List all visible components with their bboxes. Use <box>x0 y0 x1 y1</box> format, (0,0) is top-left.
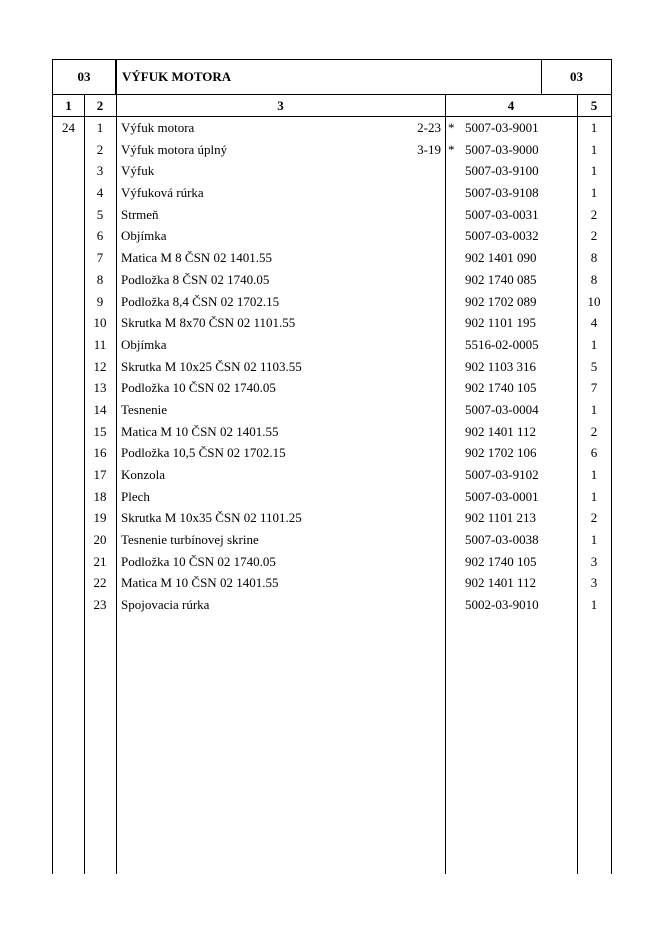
table-row <box>53 552 611 574</box>
part-number-cell: 902 1740 085 <box>465 271 537 287</box>
part-name-cell: Podložka 10 ČSN 02 1740.05 <box>121 553 276 569</box>
column-number-2: 2 <box>96 97 104 113</box>
part-number-cell: 5007-03-0032 <box>465 228 539 244</box>
table-row <box>53 443 611 465</box>
position-number-cell: 8 <box>96 271 104 287</box>
quantity-cell: 4 <box>590 315 598 331</box>
part-name-cell: Strmeň <box>121 206 159 222</box>
part-name-cell: Skrutka M 10x25 ČSN 02 1103.55 <box>121 358 302 374</box>
section-title: VÝFUK MOTORA <box>116 60 542 95</box>
part-name-cell: Plech <box>121 488 150 504</box>
part-name-cell: Tesnenie <box>121 401 168 417</box>
quantity-cell: 2 <box>590 206 598 222</box>
part-name-cell: Skrutka M 8x70 ČSN 02 1101.55 <box>121 315 296 331</box>
part-name-cell: Výfuková rúrka <box>121 185 204 201</box>
quantity-cell: 2 <box>590 228 598 244</box>
table-row <box>53 335 611 357</box>
column-number-row <box>53 95 611 117</box>
position-number-cell: 23 <box>93 597 107 613</box>
table-row <box>53 573 611 595</box>
quantity-cell: 1 <box>590 163 598 179</box>
part-name-cell: Podložka 8 ČSN 02 1740.05 <box>121 271 270 287</box>
part-name-cell: Tesnenie turbínovej skrine <box>121 532 259 548</box>
part-number-cell: 902 1740 105 <box>465 553 537 569</box>
group-number-left: 03 <box>53 60 116 95</box>
part-number-cell: 5002-03-9010 <box>465 597 539 613</box>
position-number-cell: 3 <box>96 163 104 179</box>
figure-reference-cell: 3-19 <box>417 141 441 157</box>
parts-list-table <box>52 59 612 874</box>
table-body <box>53 118 611 617</box>
position-number-cell: 14 <box>93 401 107 417</box>
position-number-cell: 7 <box>96 250 104 266</box>
quantity-cell: 1 <box>590 336 598 352</box>
part-number-cell: 902 1702 089 <box>465 293 537 309</box>
table-row <box>53 313 611 335</box>
part-name-cell: Výfuk motora úplný <box>121 141 228 157</box>
table-row <box>53 378 611 400</box>
position-number-cell: 15 <box>93 423 107 439</box>
part-name-cell: Podložka 10,5 ČSN 02 1702.15 <box>121 445 286 461</box>
position-number-cell: 20 <box>93 532 107 548</box>
quantity-cell: 7 <box>590 380 598 396</box>
table-row <box>53 118 611 140</box>
star-marker-cell: * <box>448 141 455 157</box>
table-row <box>53 292 611 314</box>
quantity-cell: 1 <box>590 597 598 613</box>
part-number-cell: 5007-03-0004 <box>465 401 539 417</box>
part-name-cell: Podložka 10 ČSN 02 1740.05 <box>121 380 276 396</box>
position-number-cell: 21 <box>93 553 107 569</box>
quantity-cell: 1 <box>590 185 598 201</box>
part-name-cell: Objímka <box>121 228 167 244</box>
position-number-cell: 5 <box>96 206 104 222</box>
column-number-4: 4 <box>507 97 515 113</box>
part-number-cell: 5516-02-0005 <box>465 336 539 352</box>
position-number-cell: 11 <box>93 336 107 352</box>
group-number-right: 03 <box>542 60 611 95</box>
quantity-cell: 3 <box>590 575 598 591</box>
quantity-cell: 3 <box>590 553 598 569</box>
part-name-cell: Výfuk motora <box>121 120 195 135</box>
table-row <box>53 465 611 487</box>
part-name-cell: Matica M 8 ČSN 02 1401.55 <box>121 250 272 266</box>
part-name-cell: Podložka 8,4 ČSN 02 1702.15 <box>121 293 280 309</box>
position-number-cell: 16 <box>93 445 107 461</box>
part-number-cell: 5007-03-9001 <box>465 120 539 135</box>
figure-reference-cell: 2-23 <box>417 120 441 135</box>
part-number-cell: 902 1702 106 <box>465 445 537 461</box>
quantity-cell: 1 <box>590 120 598 135</box>
quantity-cell: 1 <box>590 467 598 482</box>
position-number-cell: 10 <box>93 315 107 331</box>
part-number-cell: 902 1101 213 <box>465 510 537 526</box>
position-number-cell: 1 <box>96 120 104 135</box>
position-number-cell: 9 <box>96 293 104 309</box>
part-name-cell: Skrutka M 10x35 ČSN 02 1101.25 <box>121 510 302 526</box>
table-row <box>53 422 611 444</box>
table-row <box>53 183 611 205</box>
part-name-cell: Výfuk <box>121 163 155 179</box>
quantity-cell: 2 <box>590 510 598 526</box>
part-number-cell: 902 1740 105 <box>465 380 537 396</box>
table-row <box>53 205 611 227</box>
part-number-cell: 5007-03-0031 <box>465 206 539 222</box>
quantity-cell: 1 <box>590 488 598 504</box>
part-name-cell: Matica M 10 ČSN 02 1401.55 <box>121 575 279 591</box>
quantity-cell: 8 <box>590 271 598 287</box>
position-number-cell: 4 <box>96 185 104 201</box>
part-number-cell: 902 1103 316 <box>465 358 537 374</box>
part-number-cell: 5007-03-9102 <box>465 467 539 482</box>
column-number-3: 3 <box>277 97 284 113</box>
position-number-cell: 6 <box>96 228 104 244</box>
position-number-cell: 19 <box>93 510 107 526</box>
column-number-1: 1 <box>65 97 72 113</box>
part-number-cell: 5007-03-9108 <box>465 185 539 201</box>
table-row <box>53 508 611 530</box>
part-number-cell: 902 1401 112 <box>465 575 537 591</box>
part-name-cell: Objímka <box>121 336 167 352</box>
position-number-cell: 22 <box>93 575 107 591</box>
figure-number-cell: 24 <box>62 120 75 135</box>
quantity-cell: 2 <box>590 423 598 439</box>
part-name-cell: Spojovacia rúrka <box>121 597 210 613</box>
part-number-cell: 5007-03-9100 <box>465 163 539 179</box>
part-name-cell: Konzola <box>121 467 166 482</box>
quantity-cell: 8 <box>590 250 598 266</box>
star-marker-cell: * <box>448 120 455 135</box>
quantity-cell: 1 <box>590 141 598 157</box>
position-number-cell: 12 <box>93 358 107 374</box>
table-row <box>53 530 611 552</box>
part-number-cell: 902 1401 112 <box>465 423 537 439</box>
column-number-5: 5 <box>590 97 598 113</box>
table-row <box>53 357 611 379</box>
quantity-cell: 10 <box>587 293 601 309</box>
table-row <box>53 226 611 248</box>
quantity-cell: 1 <box>590 401 598 417</box>
position-number-cell: 2 <box>96 141 104 157</box>
part-number-cell: 902 1401 090 <box>465 250 537 266</box>
part-number-cell: 5007-03-9000 <box>465 141 539 157</box>
quantity-cell: 6 <box>590 445 598 461</box>
table-row <box>53 140 611 162</box>
part-number-cell: 5007-03-0038 <box>465 532 539 548</box>
table-row <box>53 400 611 422</box>
position-number-cell: 13 <box>93 380 107 396</box>
part-number-cell: 5007-03-0001 <box>465 488 539 504</box>
quantity-cell: 1 <box>590 532 598 548</box>
table-row <box>53 487 611 509</box>
table-row <box>53 270 611 292</box>
part-number-cell: 902 1101 195 <box>465 315 537 331</box>
quantity-cell: 5 <box>590 358 598 374</box>
table-row <box>53 595 611 617</box>
part-name-cell: Matica M 10 ČSN 02 1401.55 <box>121 423 279 439</box>
position-number-cell: 18 <box>93 488 107 504</box>
table-row <box>53 161 611 183</box>
position-number-cell: 17 <box>93 467 107 482</box>
table-row <box>53 248 611 270</box>
